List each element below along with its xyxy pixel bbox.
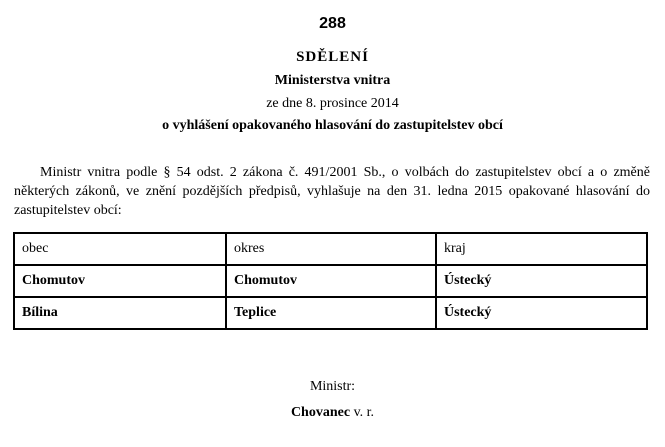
table-row xyxy=(14,297,647,329)
body-paragraph: Ministr vnitra podle § 54 odst. 2 zákona č. 491/2001 Sb., o volbách do zastupitelstev obcí a o změně některých zákonů, ve znění pozdějších předpisů, vyhlašuje na den 31. ledna 2015 opakované hlasování do zastupitelstev obcí: xyxy=(14,165,650,218)
header-kraj: kraj xyxy=(436,233,647,265)
signature-role: Ministr: xyxy=(309,379,356,394)
signature-name: Chovanec xyxy=(290,405,351,420)
header-obec: obec xyxy=(14,233,226,265)
cell-obec: Chomutov xyxy=(14,265,226,297)
signature-block xyxy=(0,404,665,422)
document-title: SDĚLENÍ xyxy=(296,49,369,65)
document-date: ze dne 8. prosince 2014 xyxy=(266,96,399,111)
header-okres: okres xyxy=(226,233,436,265)
signature-suffix: v. r. xyxy=(350,405,375,420)
table-header-row xyxy=(14,233,647,265)
cell-kraj: Ústecký xyxy=(436,297,647,329)
document-number: 288 xyxy=(319,15,346,32)
table-row xyxy=(14,265,647,297)
cell-kraj: Ústecký xyxy=(436,265,647,297)
issuing-ministry: Ministerstva vnitra xyxy=(274,73,391,88)
document-subject: o vyhlášení opakovaného hlasování do zastupitelstev obcí xyxy=(162,118,503,133)
cell-okres: Chomutov xyxy=(226,265,436,297)
cell-okres: Teplice xyxy=(226,297,436,329)
cell-obec: Bílina xyxy=(14,297,226,329)
municipality-table xyxy=(13,232,648,330)
